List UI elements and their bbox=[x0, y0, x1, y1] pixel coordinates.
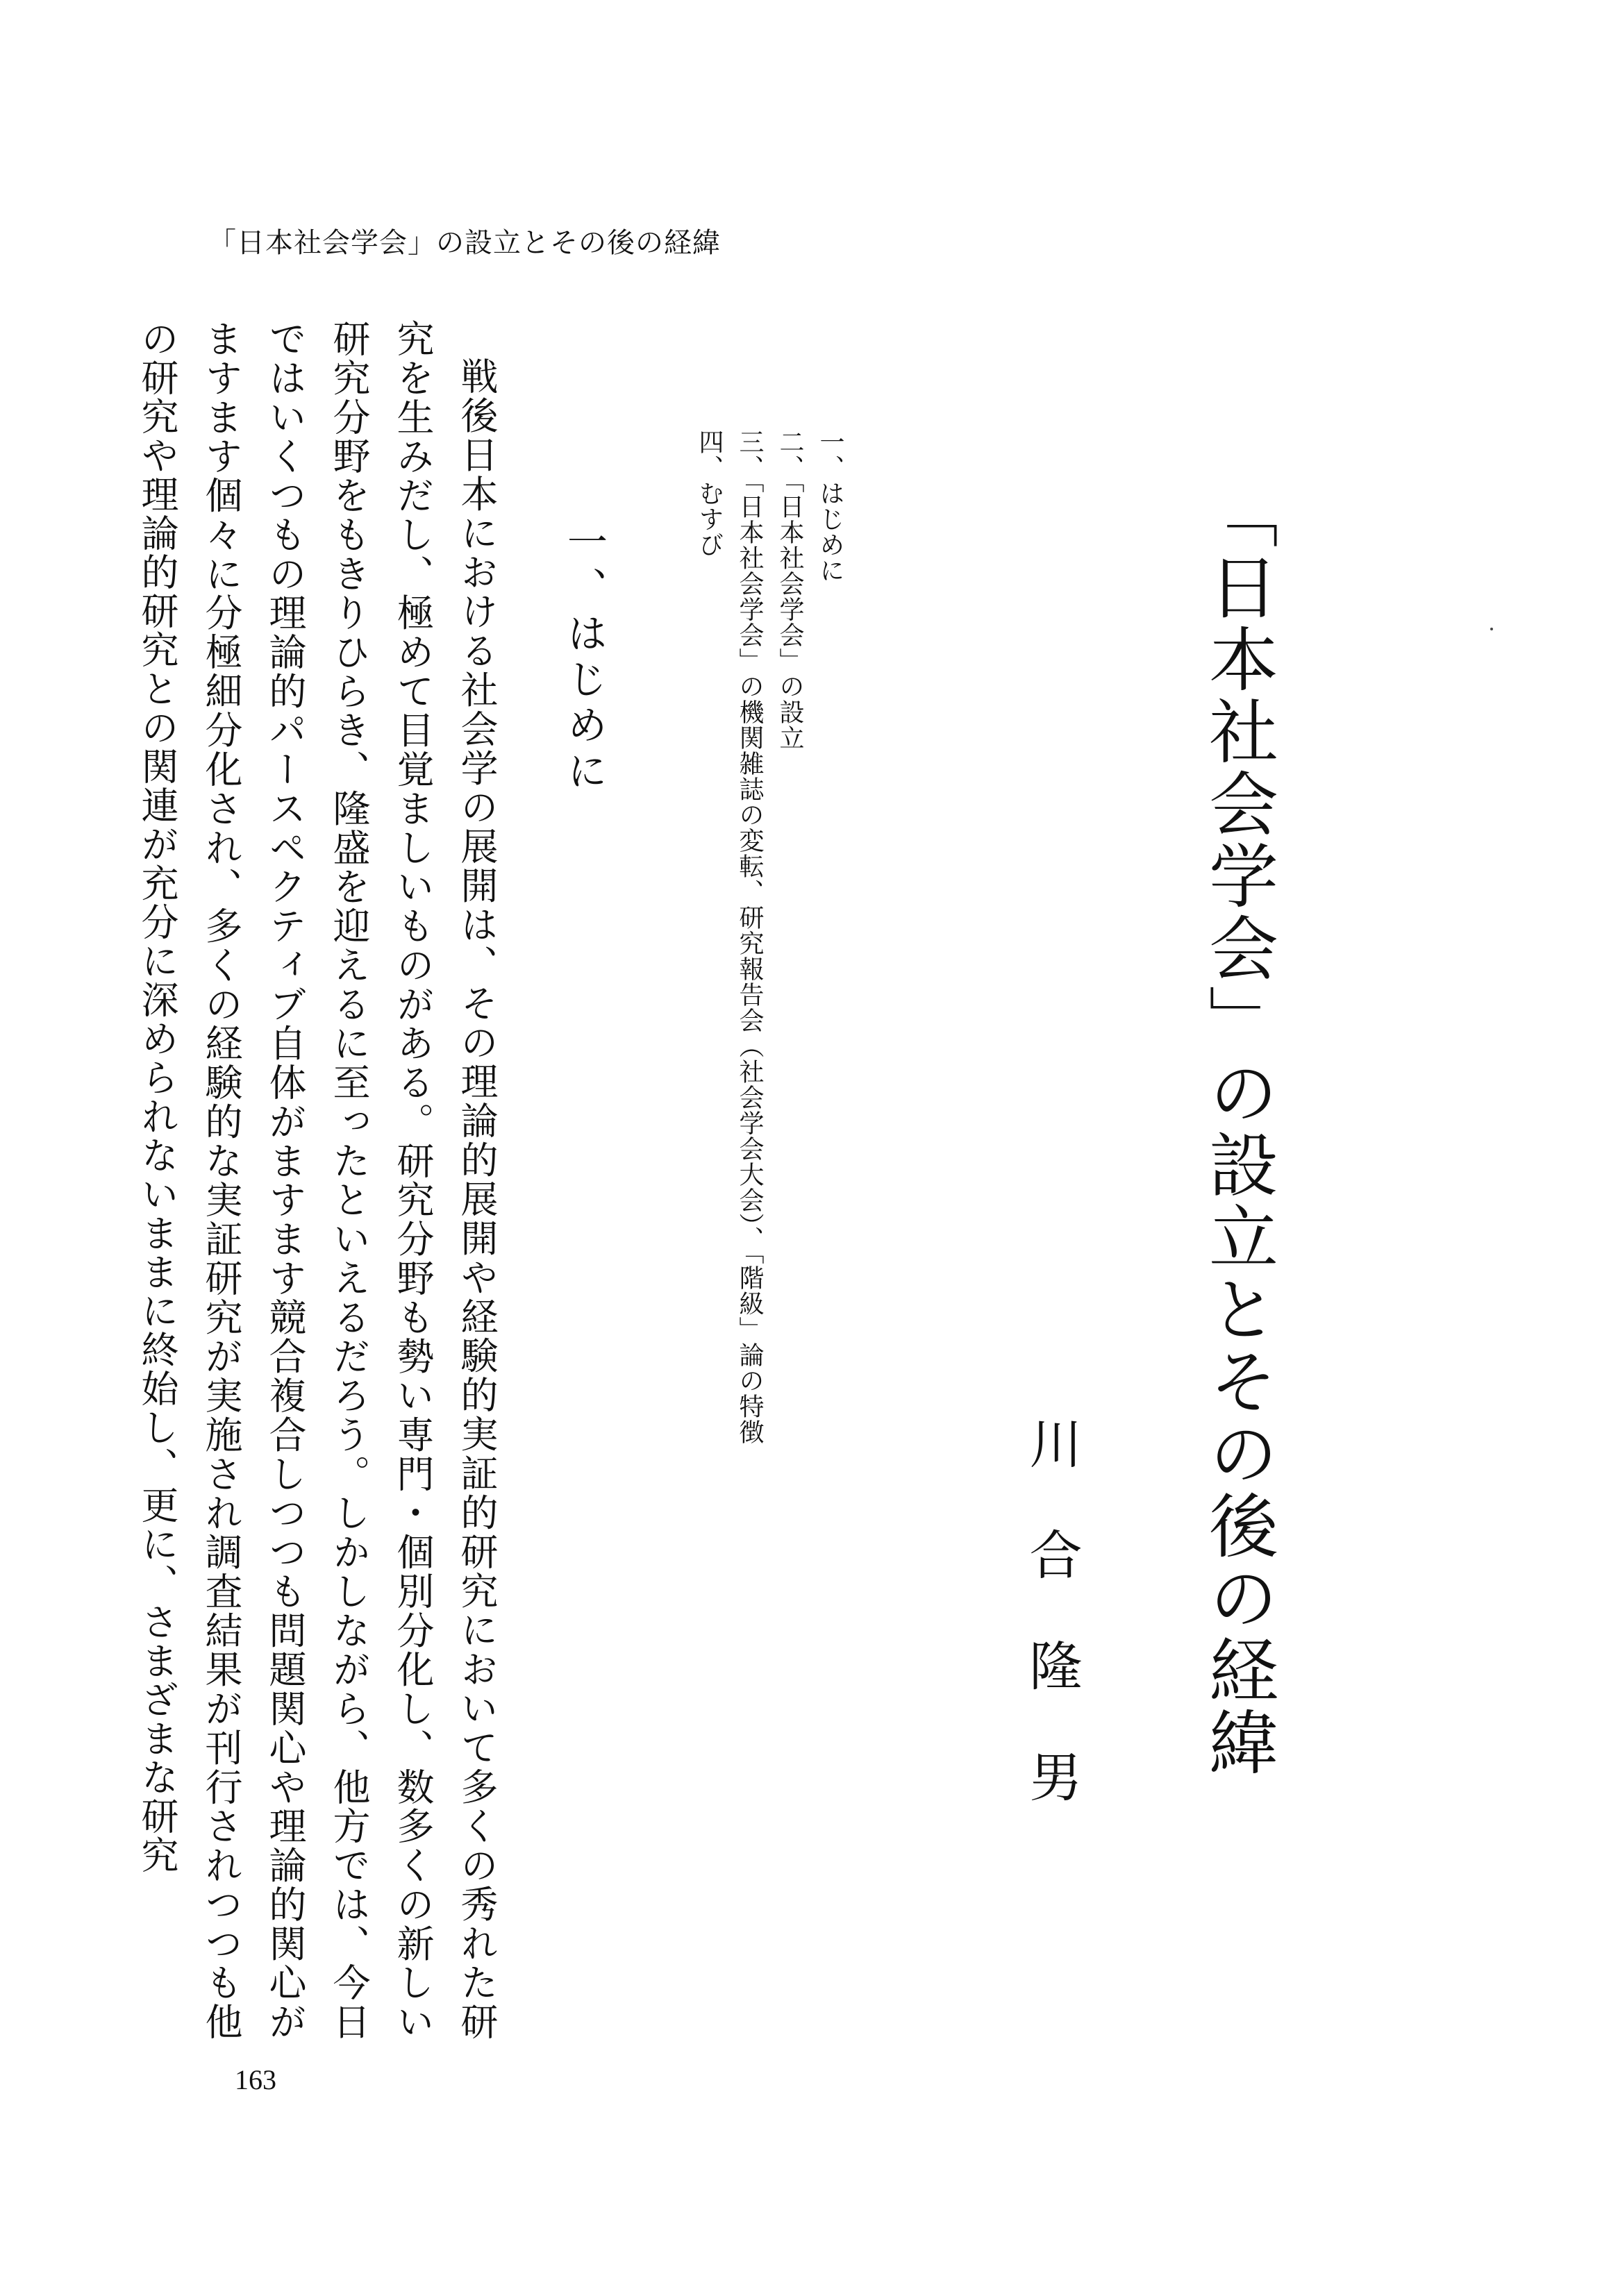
scan-speck bbox=[1490, 628, 1493, 630]
running-header: 「日本社会学会」の設立とその後の経緯 bbox=[208, 227, 721, 259]
article-title: 「日本社会学会」の設立とその後の経緯 bbox=[1197, 479, 1278, 1779]
body-text bbox=[135, 319, 508, 2041]
toc-item: 二、「日本社会学会」の設立 bbox=[776, 429, 804, 751]
toc-item: 一、はじめに bbox=[816, 429, 844, 583]
table-of-contents bbox=[697, 429, 850, 1470]
page-number: 163 bbox=[235, 2064, 276, 2095]
toc-item: 三、「日本社会学会」の機関雑誌の変転、研究報告会（社会学会大会）、「階級」論の特徴 bbox=[735, 429, 764, 1445]
toc-item: 四、むすび bbox=[695, 429, 724, 558]
section-heading: 一、はじめに bbox=[560, 521, 608, 796]
body-paragraph: 戦後日本における社会学の展開は、その理論的展開や経験的実証的研究において多くの秀れた研究を生みだし、極めて目覚ましいものがある。研究分野も勢い専門・個別分化し、数多くの新しい研究分野をもきりひらき、隆盛を迎えるに至ったといえるだろう。しかしながら、他方では、今日ではいくつもの理論的パースペクティブ自体がますます競合複合しつつも問題関心や理論的関心がますます個々に分極細分化され、多くの経験的な実証研究が実施され調査結果が刊行されつつも他の研究や理論的研究との関連が充分に深められないままに終始し、更に、さまざまな研究 bbox=[135, 319, 499, 2041]
author-name: 川合隆男 bbox=[1021, 1416, 1083, 1861]
